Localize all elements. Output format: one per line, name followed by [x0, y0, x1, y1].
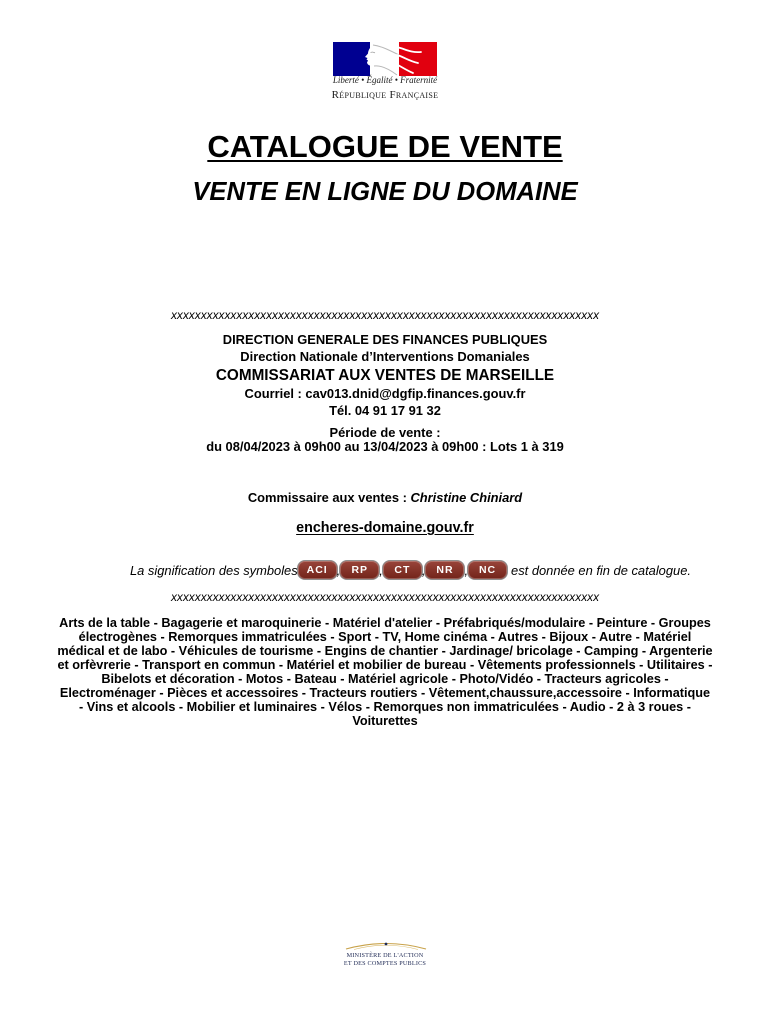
sale-period-label: Période de vente : [329, 425, 441, 440]
contact-phone: Tél. 04 91 17 91 32 [329, 403, 441, 418]
symbol-comma: , [464, 562, 469, 578]
commissioner-name: Christine Chiniard [410, 490, 523, 505]
page-title: CATALOGUE DE VENTE [207, 129, 563, 164]
republic-motto: Liberté • Égalité • Fraternité [332, 75, 438, 85]
direction-nationale: Direction Nationale d’Interventions Domaniales [240, 349, 530, 364]
categories-line: Voiturettes [352, 714, 418, 728]
categories-line: Arts de la table - Bagagerie et maroquinerie - Matériel d'atelier - Préfabriqués/modulaire - Peinture - Groupes [59, 616, 711, 630]
symbols-outro: est donnée en fin de catalogue. [511, 562, 691, 578]
symbol-badge-rp: RP [340, 561, 379, 579]
symbol-badge-nc: NC [468, 561, 507, 579]
symbol-comma: , [336, 562, 341, 578]
commissariat-name: COMMISSARIAT AUX VENTES DE MARSEILLE [215, 367, 555, 384]
categories-list [0, 616, 770, 728]
categories-line: Electroménager - Pièces et accessoires - Tracteurs routiers - Vêtement,chaussure,accessoire - Informatique [59, 686, 711, 700]
direction-generale: DIRECTION GENERALE DES FINANCES PUBLIQUES [222, 332, 548, 347]
symbols-legend [130, 560, 691, 580]
page-subtitle: VENTE EN LIGNE DU DOMAINE [192, 178, 578, 206]
ministry-emblem-arc-inner [354, 945, 418, 949]
symbols-intro: La signification des symboles [130, 562, 298, 578]
website-link[interactable]: encheres-domaine.gouv.fr [296, 520, 474, 536]
republic-name: République Française [331, 89, 439, 101]
commissioner-label: Commissaire aux ventes : [247, 490, 411, 505]
separator-line-bottom: xxxxxxxxxxxxxxxxxxxxxxxxxxxxxxxxxxxxxxxxxxxxxxxxxxxxxxxxxxxxxxxxxxxxxxxx [170, 590, 600, 604]
symbol-badge-aci: ACI [298, 561, 337, 579]
contact-email: Courriel : cav013.dnid@dgfip.finances.gouv.fr [244, 386, 526, 401]
flag-blue-band [333, 42, 370, 76]
symbol-badge-ct: CT [383, 561, 422, 579]
ministry-emblem-icon [336, 937, 436, 951]
symbol-comma: , [421, 562, 426, 578]
categories-line: et orfèvrerie - Transport en commun - Matériel et mobilier de bureau - Vêtements professionnels - Utilitaires - [57, 658, 713, 672]
commissioner-line [0, 490, 770, 506]
sale-period-dates: du 08/04/2023 à 09h00 au 13/04/2023 à 09h00 : Lots 1 à 319 [206, 439, 564, 454]
symbol-badge-nr: NR [425, 561, 464, 579]
categories-line: médical et de labo - Véhicules de tourisme - Engins de chantier - Jardinage/ bricolage - Camping - Argenterie [57, 644, 713, 658]
separator-line-top: xxxxxxxxxxxxxxxxxxxxxxxxxxxxxxxxxxxxxxxxxxxxxxxxxxxxxxxxxxxxxxxxxxxxxxxx [170, 308, 600, 322]
marianne-logo-icon [333, 42, 437, 76]
symbol-comma: , [379, 562, 383, 578]
categories-line: Bibelots et décoration - Motos - Bateau - Matériel agricole - Photo/Vidéo - Tracteurs agricoles - [101, 672, 669, 686]
categories-line: - Vins et alcools - Mobilier et luminaires - Vélos - Remorques non immatriculées - Audio - 2 à 3 roues - [79, 700, 691, 714]
ministry-name-line1: MINISTÈRE DE L'ACTION [346, 952, 424, 959]
ministry-emblem-mark [385, 943, 388, 946]
categories-line: électrogènes - Remorques immatriculées - Sport - TV, Home cinéma - Autres - Bijoux - Autre - Matériel [78, 630, 692, 644]
ministry-name-line2: ET DES COMPTES PUBLICS [343, 960, 427, 967]
